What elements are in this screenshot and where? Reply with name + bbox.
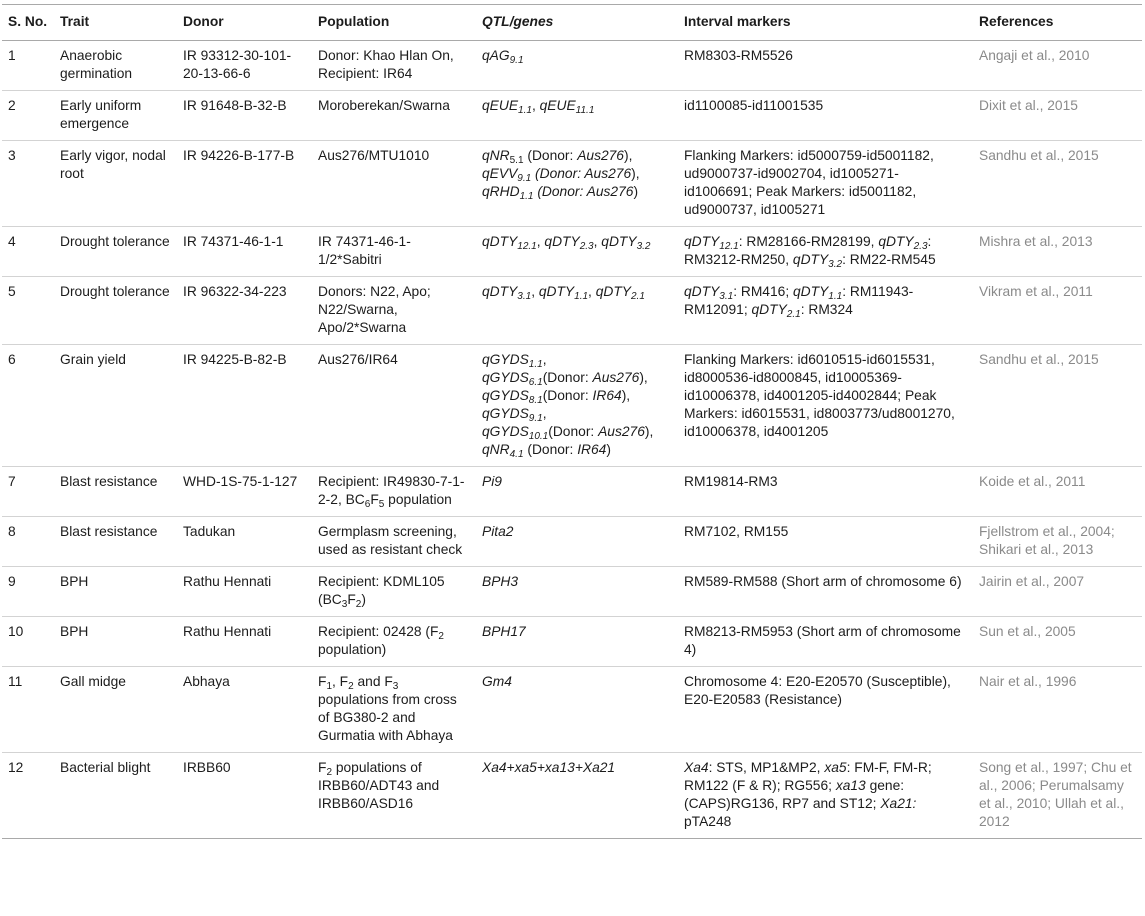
cell-population: Recipient: 02428 ($F_2$ population) [318,624,444,657]
cell-interval-markers: Chromosome 4: E20-E20570 (Susceptible), E20-E20583 (Resistance) [684,674,951,707]
cell-qtl-genes: qNR$_{5.1}$ (Donor: Aus276), qEVV$_{9.1}$ (Donor: Aus276), qRHD$_{1.1}$ (Donor: Aus276) [482,148,640,202]
cell-qtl-genes: Gm4 [482,674,512,689]
cell-sno: 7 [8,474,16,489]
cell-references: Song et al., 1997; Chu et al., 2006; Perumalsamy et al., 2010; Ullah et al., 2012 [979,760,1132,829]
cell-interval-markers: Flanking Markers: id5000759-id5001182, ud9000737-id9002704, id1005271-id1006691; Peak Markers: id5001182, ud9000737, id1005271 [684,148,934,217]
table-row [2,567,1142,617]
cell-sno: 2 [8,98,16,113]
cell-population: IR 74371-46-1-1/2*Sabitri [318,234,411,267]
cell-interval-markers: RM8213-RM5953 (Short arm of chromosome 4) [684,624,961,657]
cell-interval-markers: Flanking Markers: id6010515-id6015531, id8000536-id8000845, id10005369-id10006378, id4001205-id4002844; Peak Markers: id6015531, id8003773/ud8001270, id10006378, id4001205 [684,352,955,439]
cell-sno: 5 [8,284,16,299]
table-row [2,667,1142,753]
cell-trait: Grain yield [60,352,126,367]
cell-trait: Drought tolerance [60,234,170,249]
cell-donor: Abhaya [183,674,230,689]
cell-references: Jairin et al., 2007 [979,574,1085,589]
cell-interval-markers: Xa4: STS, MP1&MP2, xa5: FM-F, FM-R; RM122 (F & R); RG556; xa13 gene: (CAPS)RG136, RP7 and ST12; Xa21: pTA248 [684,760,932,829]
cell-population: $F_2$ populations of IRBB60/ADT43 and IRBB60/ASD16 [318,760,440,811]
cell-qtl-genes: qDTY$_{12.1}$, qDTY$_{2.3}$, qDTY$_{3.2}$ [482,234,651,252]
cell-interval-markers: RM589-RM588 (Short arm of chromosome 6) [684,574,962,589]
table-row [2,91,1142,141]
cell-population: Aus276/MTU1010 [318,148,430,163]
cell-population: Recipient: IR49830-7-1-2-2, $BC_6F_5$ population [318,474,465,510]
table-row [2,345,1142,467]
cell-donor: IR 96322-34-223 [183,284,287,299]
cell-references: Dixit et al., 2015 [979,98,1078,113]
cell-references: Sandhu et al., 2015 [979,148,1099,163]
cell-trait: Blast resistance [60,524,158,539]
cell-donor: IR 93312-30-101-20-13-66-6 [183,48,292,81]
cell-trait: BPH [60,624,89,639]
cell-population: Recipient: KDML105 $(BC_3F_2)$ [318,574,445,610]
cell-sno: 11 [8,674,23,689]
cell-trait: Drought tolerance [60,284,170,299]
cell-donor: IR 91648-B-32-B [183,98,287,113]
cell-trait: Blast resistance [60,474,158,489]
table-header-row [2,5,1142,41]
cell-donor: IRBB60 [183,760,231,775]
cell-references: Koide et al., 2011 [979,474,1086,489]
cell-sno: 10 [8,624,24,639]
cell-interval-markers: RM7102, RM155 [684,524,789,539]
cell-references: Vikram et al., 2011 [979,284,1093,299]
cell-references: Sandhu et al., 2015 [979,352,1099,367]
header-population: Population [318,14,390,29]
cell-population: Donors: N22, Apo; N22/Swarna, Apo/2*Swarna [318,284,431,335]
cell-sno: 8 [8,524,16,539]
cell-donor: Rathu Hennati [183,574,272,589]
cell-sno: 1 [8,48,16,63]
header-references: References [979,14,1054,29]
header-donor: Donor [183,14,224,29]
cell-qtl-genes: Xa4+xa5+xa13+Xa21 [482,760,616,775]
cell-population: Donor: Khao Hlan On, Recipient: IR64 [318,48,454,81]
qtl-table [2,4,1142,839]
table-row [2,617,1142,667]
table-row [2,517,1142,567]
cell-population: $F_1$, $F_2$ and $F_3$ populations from cross of BG380-2 and Gurmatia with Abhaya [318,674,457,743]
cell-qtl-genes: qGYDS$_{1.1}$, qGYDS$_{6.1}$(Donor: Aus276), qGYDS$_{8.1}$(Donor: IR64), qGYDS$_{9.1}$, qGYDS$_{10.1}$(Donor: Aus276), qNR$_{4.1}$ (Donor: IR64) [482,352,654,460]
cell-trait: Gall midge [60,674,126,689]
cell-qtl-genes: qEUE$_{1.1}$, qEUE$_{11.1}$ [482,98,595,116]
table-body [2,41,1142,839]
header-interval-markers: Interval markers [684,14,791,29]
table-row [2,467,1142,517]
cell-donor: WHD-1S-75-1-127 [183,474,298,489]
cell-qtl-genes: BPH3 [482,574,519,589]
cell-sno: 12 [8,760,24,775]
cell-references: Mishra et al., 2013 [979,234,1093,249]
cell-references: Nair et al., 1996 [979,674,1077,689]
cell-sno: 9 [8,574,16,589]
table-row [2,41,1142,91]
header-trait: Trait [60,14,90,29]
cell-trait: BPH [60,574,89,589]
cell-interval-markers: qDTY$_{12.1}$: RM28166-RM28199, qDTY$_{2.3}$: RM3212-RM250, qDTY$_{3.2}$: RM22-RM545 [684,234,936,270]
cell-population: Moroberekan/Swarna [318,98,450,113]
cell-references: Sun et al., 2005 [979,624,1076,639]
cell-trait: Bacterial blight [60,760,151,775]
cell-sno: 6 [8,352,16,367]
cell-qtl-genes: qDTY$_{3.1}$, qDTY$_{1.1}$, qDTY$_{2.1}$ [482,284,645,302]
cell-interval-markers: qDTY$_{3.1}$: RM416; qDTY$_{1.1}$: RM11943-RM12091; qDTY$_{2.1}$: RM324 [684,284,914,320]
cell-trait: Anaerobic germination [60,48,133,81]
cell-donor: Tadukan [183,524,236,539]
cell-trait: Early uniform emergence [60,98,142,131]
header-qtl-genes: QTL/genes [482,14,554,29]
cell-qtl-genes: qAG$_{9.1}$ [482,48,524,66]
cell-interval-markers: RM19814-RM3 [684,474,778,489]
table-row [2,141,1142,227]
cell-references: Fjellstrom et al., 2004; Shikari et al., 2013 [979,524,1115,557]
cell-sno: 4 [8,234,16,249]
cell-qtl-genes: BPH17 [482,624,526,639]
cell-interval-markers: RM8303-RM5526 [684,48,793,63]
table-row [2,277,1142,345]
cell-donor: Rathu Hennati [183,624,272,639]
cell-qtl-genes: Pi9 [482,474,502,489]
table-row [2,753,1142,839]
cell-references: Angaji et al., 2010 [979,48,1090,63]
cell-interval-markers: id1100085-id11001535 [684,98,824,113]
cell-population: Germplasm screening, used as resistant check [318,524,463,557]
cell-population: Aus276/IR64 [318,352,398,367]
cell-donor: IR 94225-B-82-B [183,352,287,367]
cell-qtl-genes: Pita2 [482,524,514,539]
cell-sno: 3 [8,148,16,163]
cell-donor: IR 94226-B-177-B [183,148,295,163]
cell-donor: IR 74371-46-1-1 [183,234,284,249]
cell-trait: Early vigor, nodal root [60,148,166,181]
table-row [2,227,1142,277]
header-sno: S. No. [8,14,48,29]
